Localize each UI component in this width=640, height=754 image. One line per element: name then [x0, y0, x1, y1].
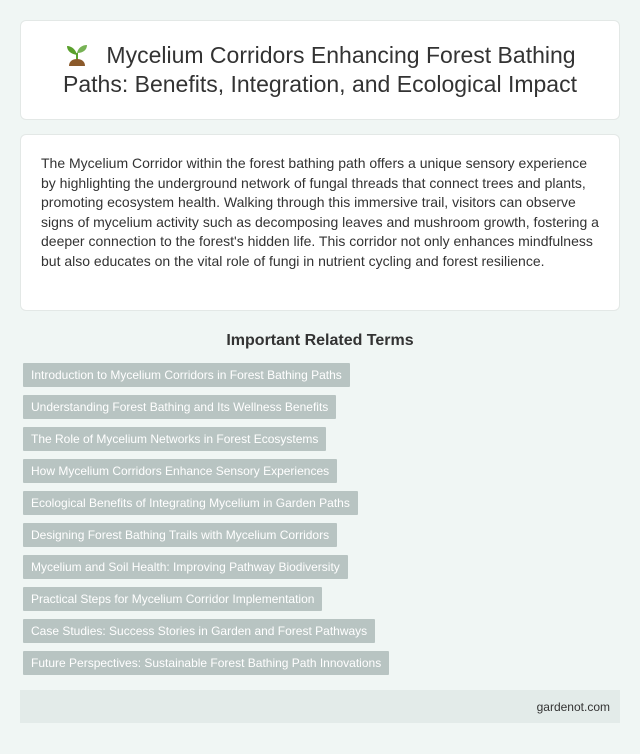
summary-text: The Mycelium Corridor within the forest bathing path offers a unique sensory experience by highlighting the underground network of fungal threads that connect trees and plants, promoting ecosystem health. Walking through this immersive trail, visitors can observe signs of mycelium activity such as decomposing leaves and mushroom growth, fostering a deeper connection to the forest's hidden life. This corridor not only enhances mindfulness but also educates on the vital role of fungi in nutrient cycling and forest resilience.	[41, 155, 599, 269]
related-terms-list	[23, 363, 603, 683]
related-terms-heading: Important Related Terms	[226, 332, 414, 349]
summary-card	[20, 134, 620, 311]
related-term-tag[interactable]: Future Perspectives: Sustainable Forest Bathing Path Innovations	[23, 651, 389, 675]
title-card	[20, 20, 620, 120]
footer	[20, 690, 620, 723]
related-term-tag[interactable]: Ecological Benefits of Integrating Mycelium in Garden Paths	[23, 491, 358, 515]
related-term-tag[interactable]: Understanding Forest Bathing and Its Wellness Benefits	[23, 395, 336, 419]
related-term-tag[interactable]: Designing Forest Bathing Trails with Mycelium Corridors	[23, 523, 337, 547]
footer-site-name: gardenot.com	[536, 699, 610, 714]
related-term-tag[interactable]: How Mycelium Corridors Enhance Sensory Experiences	[23, 459, 337, 483]
related-term-tag[interactable]: Practical Steps for Mycelium Corridor Implementation	[23, 587, 322, 611]
related-term-tag[interactable]: Case Studies: Success Stories in Garden and Forest Pathways	[23, 619, 375, 643]
page-title-text: Mycelium Corridors Enhancing Forest Bathing Paths: Benefits, Integration, and Ecological Impact	[63, 42, 577, 97]
related-term-tag[interactable]: Introduction to Mycelium Corridors in Forest Bathing Paths	[23, 363, 350, 387]
page-title	[45, 41, 595, 99]
related-term-tag[interactable]: Mycelium and Soil Health: Improving Pathway Biodiversity	[23, 555, 348, 579]
related-term-tag[interactable]: The Role of Mycelium Networks in Forest Ecosystems	[23, 427, 326, 451]
sprout-icon	[64, 42, 90, 66]
